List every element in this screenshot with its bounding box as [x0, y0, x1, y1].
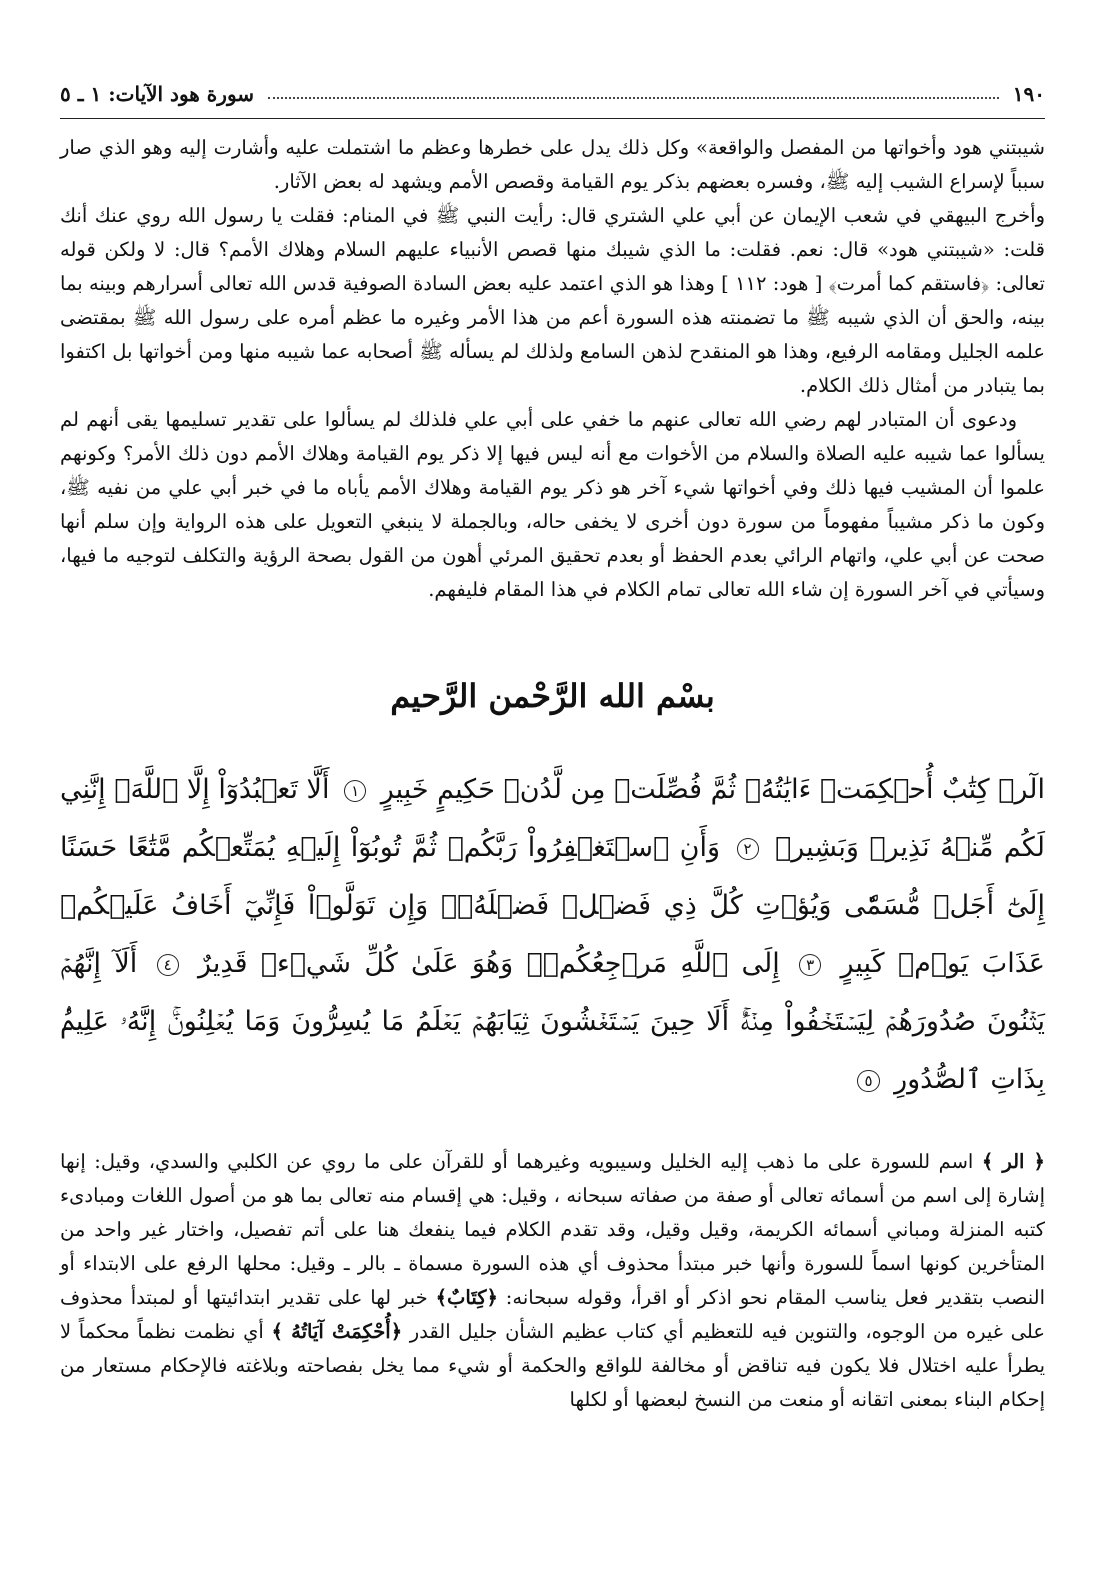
verse-text: إِلَى ٱللَّهِ مَرۡجِعُكُمۡۖ وَهُوَ عَلَىٰ كُلِّ شَيۡءٖ قَدِيرٌ	[197, 948, 780, 979]
quran-verses	[60, 761, 1045, 1109]
verse-text: أَلَّا تَعۡبُدُوٓاْ إِلَّا ٱللَّهَۚ إِنَّنِي لَكُم مِّنۡهُ نَذِيرٞ وَبَشِيرٞ	[60, 774, 1045, 863]
verse-text: وَأَنِ ٱسۡتَغۡفِرُواْ رَبَّكُمۡ ثُمَّ تُوبُوٓاْ إِلَيۡهِ يُمَتِّعۡكُم مَّتَٰعًا حَسَنًا إِلَىٰٓ أَجَلٖ مُّسَمّٗى وَيُؤۡتِ كُلَّ ذِي فَضۡلٖ فَضۡلَهُۥۖ وَإِن تَوَلَّوۡاْ فَإِنِّيٓ أَخَافُ عَلَيۡكُمۡ عَذَابَ يَوۡمٖ كَبِيرٍ	[60, 832, 1045, 979]
commentary-text: أي نظمت نظماً محكماً لا يطرأ عليه اختلال فلا يكون فيه تناقض أو مخالفة للواقع والحكمة أو شيء مما يخل بفصاحته وبلاغته فالإحكام مستعار من إحكام البناء بمعنى اتقانه أو منعت من النسخ لبعضها أو لكلها	[60, 1320, 1045, 1411]
header-title: سورة هود الآيات: ١ ـ ٥	[60, 82, 255, 106]
quoted-term: ﴿أُحْكِمَتْ آيَاتُهُ ﴾	[271, 1320, 403, 1343]
verse-text: الٓرۚ كِتَٰبٌ أُحۡكِمَتۡ ءَايَٰتُهُۥ ثُمَّ فُصِّلَتۡ مِن لَّدُنۡ حَكِيمٍ خَبِيرٍ	[380, 774, 1045, 805]
intro-paragraph: ودعوى أن المتبادر لهم رضي الله تعالى عنهم ما خفي على أبي علي فلذلك لم يسألوا على تقدير تسليمها يقى أنهم لم يسألوا عما شيبه عليه الصلاة والسلام من الأخوات مع أنه ليس فيها إلا ذكر يوم القيامة وهلاك الأمم دون ذلك الأمر؟ وكونهم علموا أن المشيب فيها ذلك وفي أخواتها شيء آخر هو ذكر يوم القيامة وهلاك الأمم يأباه ما في خبر أبي علي من نفيه ﷺ، وكون ما ذكر مشيباً مفهوماً من سورة دون أخرى لا يخفى حاله، وبالجملة لا ينبغي التعويل على هذه الرواية وإن سلم أنها صحت عن أبي علي، واتهام الرائي بعدم الحفظ أو بعدم تحقيق المرئي أهون من القول بصحة الرؤية والتكلف لتوجيه ما فيها، وسيأتي في آخر السورة إن شاء الله تعالى تمام الكلام في هذا المقام فليفهم.	[60, 408, 1045, 601]
verse-text: أَلَآ إِنَّهُمۡ يَثۡنُونَ صُدُورَهُمۡ لِيَسۡتَخۡفُواْ مِنۡهُۚ أَلَا حِينَ يَسۡتَغۡشُونَ ثِيَابَهُمۡ يَعۡلَمُ مَا يُسِرُّونَ وَمَا يُعۡلِنُونَۚ إِنَّهُۥ عَلِيمُۢ بِذَاتِ ٱلصُّدُورِ	[60, 948, 1045, 1095]
commentary-text: خبر لها على تقدير ابتدائيتها أو لمبتدأ محذوف على غيره من الوجوه، والتنوين فيه للتعظيم أي كتاب عظيم الشأن جليل القدر	[60, 1286, 1045, 1343]
page-number: ١٩٠	[1012, 82, 1045, 106]
basmala-heading: بسْم الله الرَّحْمن الرَّحيم	[390, 677, 715, 715]
commentary-paragraph	[60, 1145, 1045, 1417]
quoted-term: ﴿كِتَابٌ﴾	[435, 1286, 498, 1309]
verse-number-marker: ٤	[157, 954, 179, 976]
verse-number-marker: ٣	[799, 954, 821, 976]
quoted-term: ﴿ الر ﴾	[981, 1150, 1045, 1173]
commentary-text: اسم للسورة على ما ذهب إليه الخليل وسيبويه وغيرهما أو للقرآن على ما روي عن الكلبي والسدي، وقيل: إنها إشارة إلى اسم من أسمائه تعالى أو صفة من صفاته سبحانه ، وقيل: هي إقسام منه تعالى بما هو من أصول اللغات ومبادىء كتبه المنزلة ومباني أسمائه الكريمة، وقيل وقيل، وقد تقدم الكلام فيما ينفعك هنا على أتم تفصيل، واختار غير واحد من المتأخرين كونها اسماً للسورة وأنها خبر مبتدأ محذوف أي هذه السورة مسماة ـ بالر ـ وقيل: محلها الرفع على الابتداء أو النصب بتقدير فعل يناسب المقام نحو اذكر أو اقرأ، وقوله سبحانه:	[60, 1150, 1045, 1309]
book-page	[60, 70, 1045, 1550]
verse-number-marker: ١	[344, 780, 366, 802]
intro-paragraph: شيبتني هود وأخواتها من المفصل والواقعة» وكل ذلك يدل على خطرها وعظم ما اشتملت عليه وأشارت إليه وهو الذي صار سبباً لإسراع الشيب إليه ﷺ، وفسره بعضهم بذكر يوم القيامة وقصص الأمم ويشهد له بعض الآثار.	[60, 136, 1045, 193]
verse-number-marker: ٥	[857, 1070, 879, 1092]
header-dot-leader	[268, 97, 999, 99]
running-header	[60, 70, 1045, 119]
intro-paragraph: وأخرج البيهقي في شعب الإيمان عن أبي علي الشتري قال: رأيت النبي ﷺ في المنام: فقلت يا رسول الله روي عنك أنك قلت: «شيبتني هود» قال: نعم. فقلت: ما الذي شيبك منها قصص الأنبياء عليهم السلام وهلاك الأمم؟ قال: لا ولكن قوله تعالى: ﴿فاستقم كما أمرت﴾ [ هود: ١١٢ ] وهذا هو الذي اعتمد عليه بعض السادة الصوفية قدس الله تعالى أسرارهم وبينه بما بينه، والحق أن الذي شيبه ﷺ ما تضمنته هذه السورة أعم من هذا الأمر وغيره ما عظم أمره على رسول الله ﷺ بمقتضى علمه الجليل ومقامه الرفيع، وهذا هو المنقدح لذهن السامع ولذلك لم يسأله ﷺ أصحابه عما شيبه منها ومن أخواتها بل اكتفوا بما يتبادر من أمثال ذلك الكلام.	[60, 204, 1045, 397]
verse-number-marker: ٢	[737, 838, 759, 860]
